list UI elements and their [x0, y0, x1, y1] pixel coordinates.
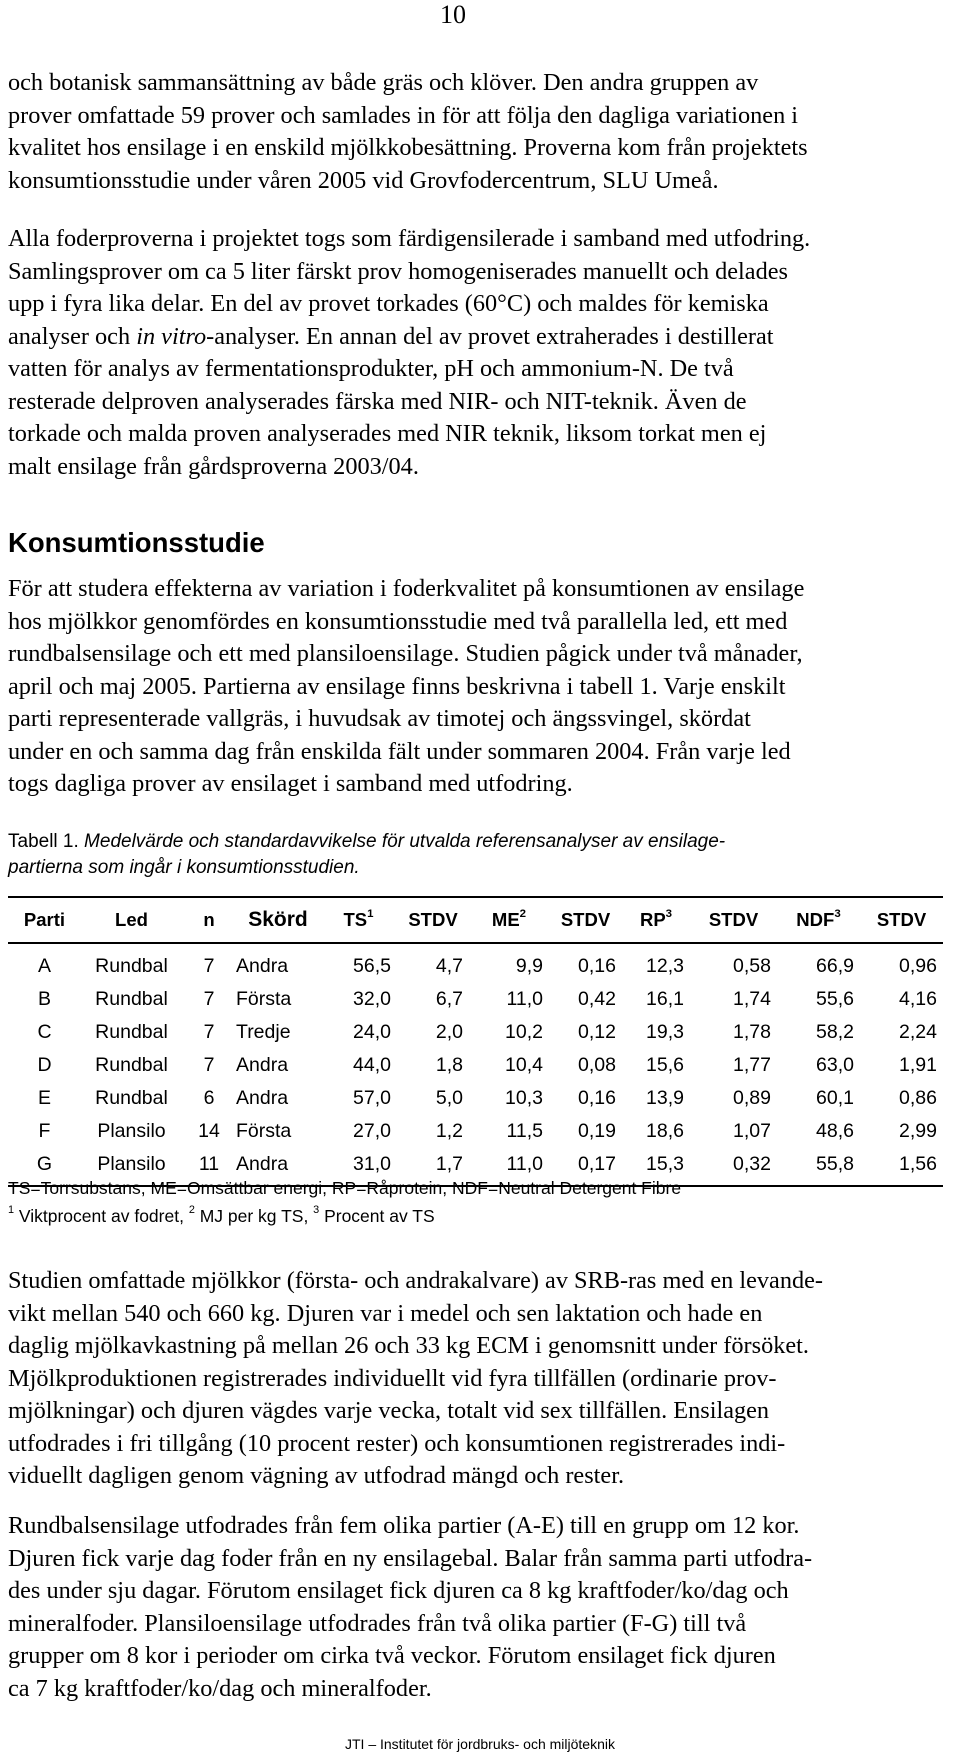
col-header-led: Led	[81, 897, 182, 943]
table-cell: D	[37, 1054, 52, 1076]
table-cell: 0,58	[733, 955, 771, 977]
table-cell: 13,9	[646, 1087, 684, 1109]
table-cell: 16,1	[646, 988, 684, 1010]
table-cell: 63,0	[816, 1054, 854, 1076]
header-text: ME	[491, 909, 520, 930]
table-cell: 15,6	[646, 1054, 684, 1076]
text-line: togs dagliga prover av ensilaget i samband med utfodring.	[8, 770, 573, 797]
table-cell: Plansilo	[81, 1148, 182, 1186]
table-cell: Andra	[236, 955, 289, 977]
table-cell: 5,0	[435, 1087, 463, 1109]
paragraph-study	[8, 573, 943, 801]
footnote-mark: 3	[313, 1204, 320, 1217]
table-cell: 58,2	[816, 1021, 854, 1043]
table-caption	[8, 829, 943, 881]
footnote-mark: 2	[188, 1204, 195, 1217]
caption-label: Tabell 1.	[8, 831, 79, 852]
text-line: Studien omfattade mjölkkor (första- och andrakalvare) av SRB-ras med en levande-	[8, 1267, 824, 1294]
col-header-stdv: STDV	[397, 897, 469, 943]
table-row	[8, 1115, 943, 1148]
table-cell: Rundbal	[95, 1021, 168, 1043]
table-cell: 0,16	[578, 1087, 616, 1109]
text-span: -analyser. En annan del av provet extraherades i destillerat	[206, 322, 774, 350]
col-header-me	[469, 897, 549, 943]
table-cell: E	[37, 1087, 51, 1109]
footnote-text: Viktprocent av fodret,	[14, 1206, 189, 1226]
table-cell: 7	[203, 1054, 215, 1076]
col-header-n: n	[182, 897, 236, 943]
footnote-mark: 1	[8, 1204, 15, 1217]
text-line: prover omfattade 59 prover och samlades in för att följa den dagliga variationen i	[8, 101, 799, 129]
table-cell: 55,8	[777, 1148, 860, 1186]
table-cell: 1,56	[860, 1148, 943, 1186]
table-cell: 14	[198, 1120, 220, 1142]
table-cell: 56,5	[353, 955, 391, 977]
table-cell: 44,0	[353, 1054, 391, 1076]
table-cell: 1,8	[435, 1054, 463, 1076]
table-cell: Första	[236, 988, 292, 1010]
table-header-row	[8, 897, 943, 943]
table-cell: 0,42	[578, 988, 616, 1010]
table-cell: 2,99	[899, 1120, 937, 1142]
table-cell: 11,0	[469, 1148, 549, 1186]
footnote-mark: 2	[519, 907, 527, 920]
table-cell: 18,6	[646, 1120, 684, 1142]
abbreviations-note: TS=Torrsubstans, ME=Omsättbar energi, RP=Råprotein, NDF=Neutral Detergent Fibre	[8, 1178, 682, 1198]
text-line: under en och samma dag från enskilda fält under sommaren 2004. Från varje led	[8, 737, 791, 765]
table-cell: Rundbal	[95, 988, 168, 1010]
table-cell: 7	[203, 955, 215, 977]
col-header-ts	[320, 897, 397, 943]
table-cell: A	[37, 955, 51, 977]
table-row	[8, 1082, 943, 1115]
table-cell: 4,16	[899, 988, 937, 1010]
text-line: Djuren fick varje dag foder från en ny ensilagebal. Balar från samma parti utfodra-	[8, 1544, 813, 1572]
text-line: vikt mellan 540 och 660 kg. Djuren var i medel och sen laktation och hade en	[8, 1299, 763, 1327]
text-line: konsumtionsstudie under våren 2005 vid Grovfodercentrum, SLU Umeå.	[8, 166, 719, 194]
table-cell: F	[38, 1120, 51, 1142]
table-cell: 1,74	[733, 988, 771, 1010]
page-number: 10	[440, 0, 466, 29]
table-cell: 0,17	[549, 1148, 622, 1186]
table-row	[8, 943, 943, 983]
text-line: Alla foderproverna i projektet togs som färdigensilerade i samband med utfodring.	[8, 225, 811, 252]
table-cell: 0,96	[899, 955, 937, 977]
table-cell: 7	[203, 1021, 215, 1043]
table-row	[8, 1049, 943, 1082]
table-cell: 10,2	[505, 1021, 543, 1043]
table-cell: 1,2	[435, 1120, 463, 1142]
text-line: mineralfoder. Plansiloensilage utfodrades från två olika partier (F-G) till två	[8, 1609, 747, 1637]
footnote-text: Procent av TS	[319, 1206, 435, 1226]
paragraph-animals	[8, 1265, 943, 1493]
text-line: ca 7 kg kraftfoder/ko/dag och mineralfoder.	[8, 1674, 432, 1702]
paragraph-sampling	[8, 223, 943, 483]
table-cell: 10,3	[505, 1087, 543, 1109]
text-line: Mjölkproduktionen registrerades individuellt vid fyra tillfällen (ordinarie prov-	[8, 1364, 777, 1392]
text-line: och botanisk sammansättning av både gräs och klöver. Den andra gruppen av	[8, 69, 759, 96]
table-cell: 32,0	[353, 988, 391, 1010]
text-line: vatten för analys av fermentationsprodukter, pH och ammonium-N. De två	[8, 355, 734, 382]
text-line: Rundbalsensilage utfodrades från fem olika partier (A-E) till en grupp om 12 kor.	[8, 1512, 800, 1539]
table-cell: 0,32	[690, 1148, 777, 1186]
data-table	[8, 896, 943, 1187]
table-cell: 55,6	[816, 988, 854, 1010]
footnote-text: MJ per kg TS,	[194, 1206, 314, 1226]
table-notes	[8, 1174, 681, 1230]
section-heading: Konsumtionsstudie	[8, 527, 265, 558]
col-header-stdv: STDV	[690, 897, 777, 943]
table-cell: 0,08	[578, 1054, 616, 1076]
table-cell: Andra	[236, 1148, 320, 1186]
caption-text: Medelvärde och standardavvikelse för utvalda referensanalyser av ensilage-	[78, 831, 726, 852]
col-header-skord: Skörd	[236, 897, 320, 943]
col-header-stdv: STDV	[549, 897, 622, 943]
col-header-parti: Parti	[8, 897, 81, 943]
table-cell: 19,3	[646, 1021, 684, 1043]
text-line: malt ensilage från gårdsproverna 2003/04.	[8, 452, 419, 480]
table-cell: 66,9	[816, 955, 854, 977]
table-cell: 12,3	[646, 955, 684, 977]
table-cell: 27,0	[353, 1120, 391, 1142]
table-cell: 10,4	[505, 1054, 543, 1076]
table-cell: 15,3	[622, 1148, 690, 1186]
table-cell: 7	[203, 988, 215, 1010]
header-text: RP	[639, 909, 666, 930]
table-cell: Andra	[236, 1054, 289, 1076]
table-cell: 31,0	[320, 1148, 397, 1186]
text-line: torkade och malda proven analyserades med NIR teknik, liksom torkat men ej	[8, 420, 767, 447]
text-line: utfodrades i fri tillgång (10 procent rester) och konsumtionen registrerades indi-	[8, 1429, 786, 1457]
table-cell: Plansilo	[97, 1120, 166, 1142]
table-cell: 2,0	[435, 1021, 463, 1043]
table-cell: 1,7	[397, 1148, 469, 1186]
table-cell: Rundbal	[95, 1054, 168, 1076]
table	[8, 896, 943, 1187]
table-cell: 1,78	[733, 1021, 771, 1043]
table-cell: 0,16	[578, 955, 616, 977]
table-body	[8, 943, 943, 1186]
table-cell: Tredje	[236, 1021, 291, 1043]
table-cell: 6	[203, 1087, 215, 1109]
table-cell: Rundbal	[95, 1087, 168, 1109]
table-cell: B	[37, 988, 51, 1010]
table-cell: Första	[236, 1120, 292, 1142]
text-line: grupper om 8 kor i perioder om cirka två veckor. Förutom ensilaget fick djuren	[8, 1642, 776, 1669]
col-header-rp	[622, 897, 690, 943]
header-text: NDF	[796, 909, 835, 930]
paragraph-intro	[8, 67, 943, 197]
text-line: Samlingsprover om ca 5 liter färskt prov homogeniserades manuellt och delades	[8, 257, 788, 285]
table-cell: 11,0	[506, 988, 543, 1010]
table-cell: 1,77	[733, 1054, 771, 1076]
table-cell: 0,12	[578, 1021, 616, 1043]
text-line: resterade delproven analyserades färska med NIR- och NIT-teknik. Även de	[8, 387, 747, 415]
table-cell: 11,5	[506, 1120, 543, 1142]
table-cell: 24,0	[353, 1021, 391, 1043]
table-row	[8, 983, 943, 1016]
table-cell: Rundbal	[95, 955, 168, 977]
table-cell: 9,9	[515, 955, 543, 977]
text-line: parti representerade vallgräs, i huvudsak av timotej och ängssvingel, skördat	[8, 705, 751, 732]
emphasis-in-vitro: in vitro	[136, 322, 207, 350]
text-line: För att studera effekterna av variation i foderkvalitet på konsumtionen av ensilage	[8, 575, 805, 602]
table-cell: 0,86	[899, 1087, 937, 1109]
paragraph-feeding	[8, 1510, 943, 1705]
table-row	[8, 1016, 943, 1049]
table-cell: Andra	[236, 1087, 289, 1109]
text-line: april och maj 2005. Partierna av ensilage finns beskrivna i tabell 1. Varje enskilt	[8, 672, 786, 700]
table-cell: 6,7	[435, 988, 463, 1010]
page-footer: JTI – Institutet för jordbruks- och miljöteknik	[345, 1736, 615, 1752]
caption-line	[8, 829, 943, 855]
table-cell: 0,19	[578, 1120, 616, 1142]
text-line	[8, 321, 943, 354]
table-cell: 11	[182, 1148, 236, 1186]
text-line: viduellt dagligen genom vägning av utfodrad mängd och rester.	[8, 1462, 625, 1489]
text-line: des under sju dagar. Förutom ensilaget fick djuren ca 8 kg kraftfoder/ko/dag och	[8, 1577, 789, 1604]
footnote-mark: 1	[367, 907, 374, 920]
text-line: rundbalsensilage och ett med plansiloensilage. Studien pågick under två månader,	[8, 640, 803, 667]
table-cell: 4,7	[435, 955, 463, 977]
col-header-ndf	[777, 897, 860, 943]
table-cell: 57,0	[353, 1087, 391, 1109]
text-line: hos mjölkkor genomfördes en konsumtionsstudie med två parallella led, ett med	[8, 607, 788, 635]
table-cell: 48,6	[816, 1120, 854, 1142]
table-cell: 2,24	[899, 1021, 937, 1043]
table-cell: 60,1	[816, 1087, 854, 1109]
caption-line: partierna som ingår i konsumtionsstudien.	[8, 857, 360, 878]
header-text: TS	[343, 909, 368, 930]
table-cell: G	[8, 1148, 81, 1186]
text-line: kvalitet hos ensilage i en enskild mjölkkobesättning. Proverna kom från projektets	[8, 134, 808, 161]
table-cell: 0,89	[733, 1087, 771, 1109]
table-cell: 1,91	[899, 1054, 937, 1076]
col-header-stdv: STDV	[860, 897, 943, 943]
footnote-mark: 3	[665, 907, 673, 920]
footnote-mark: 3	[834, 907, 841, 920]
text-line: upp i fyra lika delar. En del av provet torkades (60°C) och maldes för kemiska	[8, 290, 769, 317]
text-line: daglig mjölkavkastning på mellan 26 och 33 kg ECM i genomsnitt under försöket.	[8, 1332, 810, 1359]
table-cell: 1,07	[733, 1120, 771, 1142]
table-cell: C	[37, 1021, 52, 1043]
footnotes	[8, 1202, 681, 1230]
text-span: analyser och	[8, 322, 137, 350]
text-line: mjölkningar) och djuren vägdes varje vecka, totalt vid sex tillfällen. Ensilagen	[8, 1397, 770, 1424]
